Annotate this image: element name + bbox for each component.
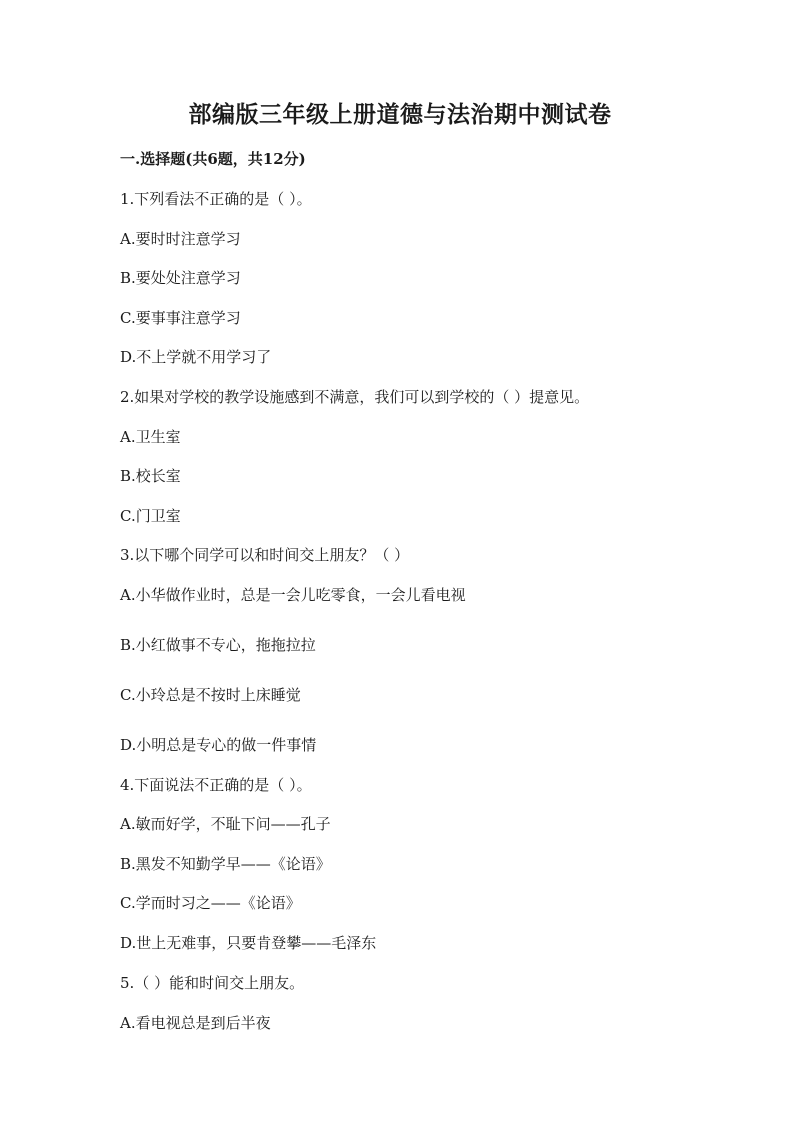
question-1-stem: 1.下列看法不正确的是（ ）。: [120, 190, 312, 208]
question-2-option-a: A.卫生室: [120, 428, 181, 446]
question-3-option-c: C.小玲总是不按时上床睡觉: [120, 686, 301, 704]
question-3-stem: 3.以下哪个同学可以和时间交上朋友？（ ）: [120, 546, 410, 564]
question-1-option-d: D.不上学就不用学习了: [120, 348, 272, 366]
page-title: 部编版三年级上册道德与法治期中测试卷: [188, 101, 612, 128]
question-3-option-d: D.小明总是专心的做一件事情: [120, 736, 317, 754]
question-5-option-a: A.看电视总是到后半夜: [120, 1014, 271, 1032]
question-2-option-c: C.门卫室: [120, 507, 181, 525]
question-3-option-a: A.小华做作业时，总是一会儿吃零食，一会儿看电视: [120, 586, 466, 604]
question-4-stem: 4.下面说法不正确的是（ ）。: [120, 776, 312, 794]
question-1-option-a: A.要时时注意学习: [120, 230, 241, 248]
question-5-stem: 5.（ ）能和时间交上朋友。: [120, 974, 305, 992]
question-4-option-b: B.黑发不知勤学早——《论语》: [120, 855, 331, 873]
question-3-option-b: B.小红做事不专心，拖拖拉拉: [120, 636, 316, 654]
question-1-option-b: B.要处处注意学习: [120, 269, 241, 287]
question-2-option-b: B.校长室: [120, 467, 181, 485]
question-1-option-c: C.要事事注意学习: [120, 309, 241, 327]
question-4-option-d: D.世上无难事，只要肯登攀——毛泽东: [120, 934, 377, 952]
question-4-option-c: C.学而时习之——《论语》: [120, 894, 301, 912]
question-2-stem: 2.如果对学校的教学设施感到不满意，我们可以到学校的（ ）提意见。: [120, 388, 590, 406]
question-4-option-a: A.敏而好学，不耻下问——孔子: [120, 815, 331, 833]
section-heading: 一.选择题(共6题，共12分): [120, 150, 306, 168]
